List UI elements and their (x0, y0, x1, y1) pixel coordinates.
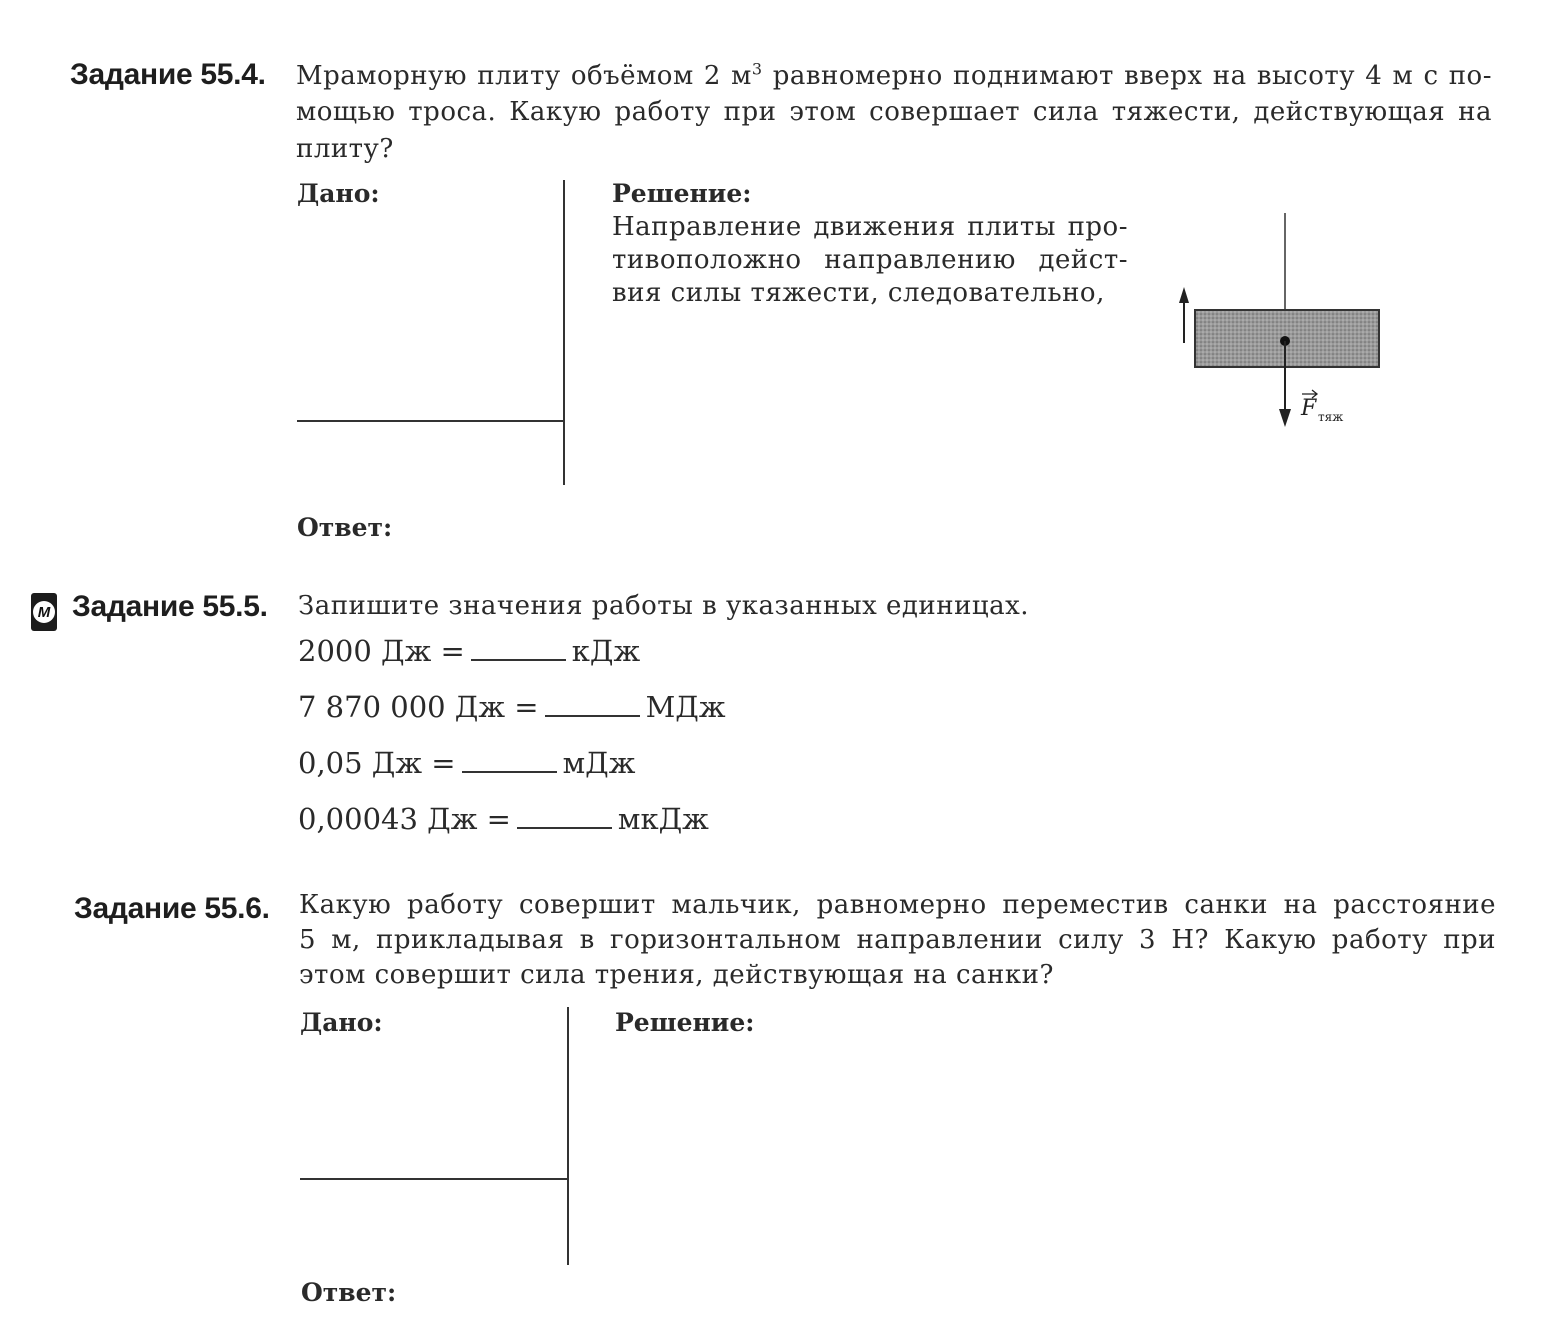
task-55-4-solution-label: Решение: (612, 179, 752, 208)
conversion-row-3-value: 0,05 Дж = (298, 746, 456, 780)
answer-blank-3[interactable] (462, 749, 557, 773)
conversion-row-2 (298, 690, 726, 724)
task-55-4-given-divider (563, 180, 565, 485)
conversion-row-2-unit: МДж (645, 690, 726, 724)
task-55-6-text-line2: 5 м, прикладывая в горизонтальном направлении силу 3 Н? Какую работу при (299, 925, 1496, 955)
gravity-arrow-head-icon (1279, 409, 1291, 427)
slab-force-diagram (1160, 205, 1400, 440)
m-badge-icon (31, 593, 57, 631)
cubic-superscript: 3 (751, 59, 763, 79)
task-55-5-prompt: Запишите значения работы в указанных единицах. (298, 591, 1030, 621)
task-55-5-label: Задание 55.5. (72, 590, 268, 623)
task-55-6-given-underline (300, 1178, 568, 1180)
task-55-4-answer-label: Ответ: (297, 513, 393, 542)
answer-blank-4[interactable] (517, 805, 612, 829)
conversion-row-2-value: 7 870 000 Дж = (298, 690, 539, 724)
task-55-4-given-label: Дано: (297, 179, 380, 208)
task-55-4-text-line1-a: Мраморную плиту объёмом 2 м (296, 61, 752, 91)
task-55-4-text-line1-b: равномерно поднимают вверх на высоту 4 м с по- (762, 61, 1492, 91)
conversion-row-4 (298, 802, 709, 836)
motion-arrow-up-icon (1179, 287, 1189, 303)
task-55-4-text-line2: мощью троса. Какую работу при этом совершает сила тяжести, действующая на (296, 97, 1492, 127)
task-55-6-text-line1: Какую работу совершит мальчик, равномерно переместив санки на расстояние (299, 890, 1496, 920)
task-55-4-solution-line2: тивоположно направлению дейст- (612, 245, 1128, 275)
conversion-row-3 (298, 746, 635, 780)
task-55-4-given-underline (297, 420, 564, 422)
task-55-4-text-line3: плиту? (296, 134, 394, 164)
conversion-row-4-value: 0,00043 Дж = (298, 802, 511, 836)
task-55-6-text-line3: этом совершит сила трения, действующая на санки? (299, 960, 1054, 990)
task-55-6-given-label: Дано: (300, 1008, 383, 1037)
task-55-4-text-line1 (296, 58, 1492, 95)
conversion-row-4-unit: мкДж (617, 802, 709, 836)
conversion-row-1 (298, 634, 640, 668)
answer-blank-1[interactable] (471, 637, 566, 661)
task-55-4-label: Задание 55.4. (70, 58, 266, 91)
answer-blank-2[interactable] (545, 693, 640, 717)
force-subscript: тяж (1318, 410, 1344, 424)
task-55-6-solution-label: Решение: (615, 1008, 755, 1037)
conversion-row-1-unit: кДж (571, 634, 641, 668)
task-55-6-label: Задание 55.6. (74, 892, 270, 925)
task-55-4-solution-line3: вия силы тяжести, следовательно, (612, 278, 1105, 308)
conversion-row-3-unit: мДж (562, 746, 636, 780)
task-55-6-given-divider (567, 1007, 569, 1265)
task-55-4-solution-line1: Направление движения плиты про- (612, 212, 1128, 242)
m-badge-letter: M (33, 601, 55, 623)
task-55-6-answer-label: Ответ: (301, 1278, 397, 1307)
conversion-row-1-value: 2000 Дж = (298, 634, 465, 668)
force-symbol: F (1301, 396, 1317, 421)
